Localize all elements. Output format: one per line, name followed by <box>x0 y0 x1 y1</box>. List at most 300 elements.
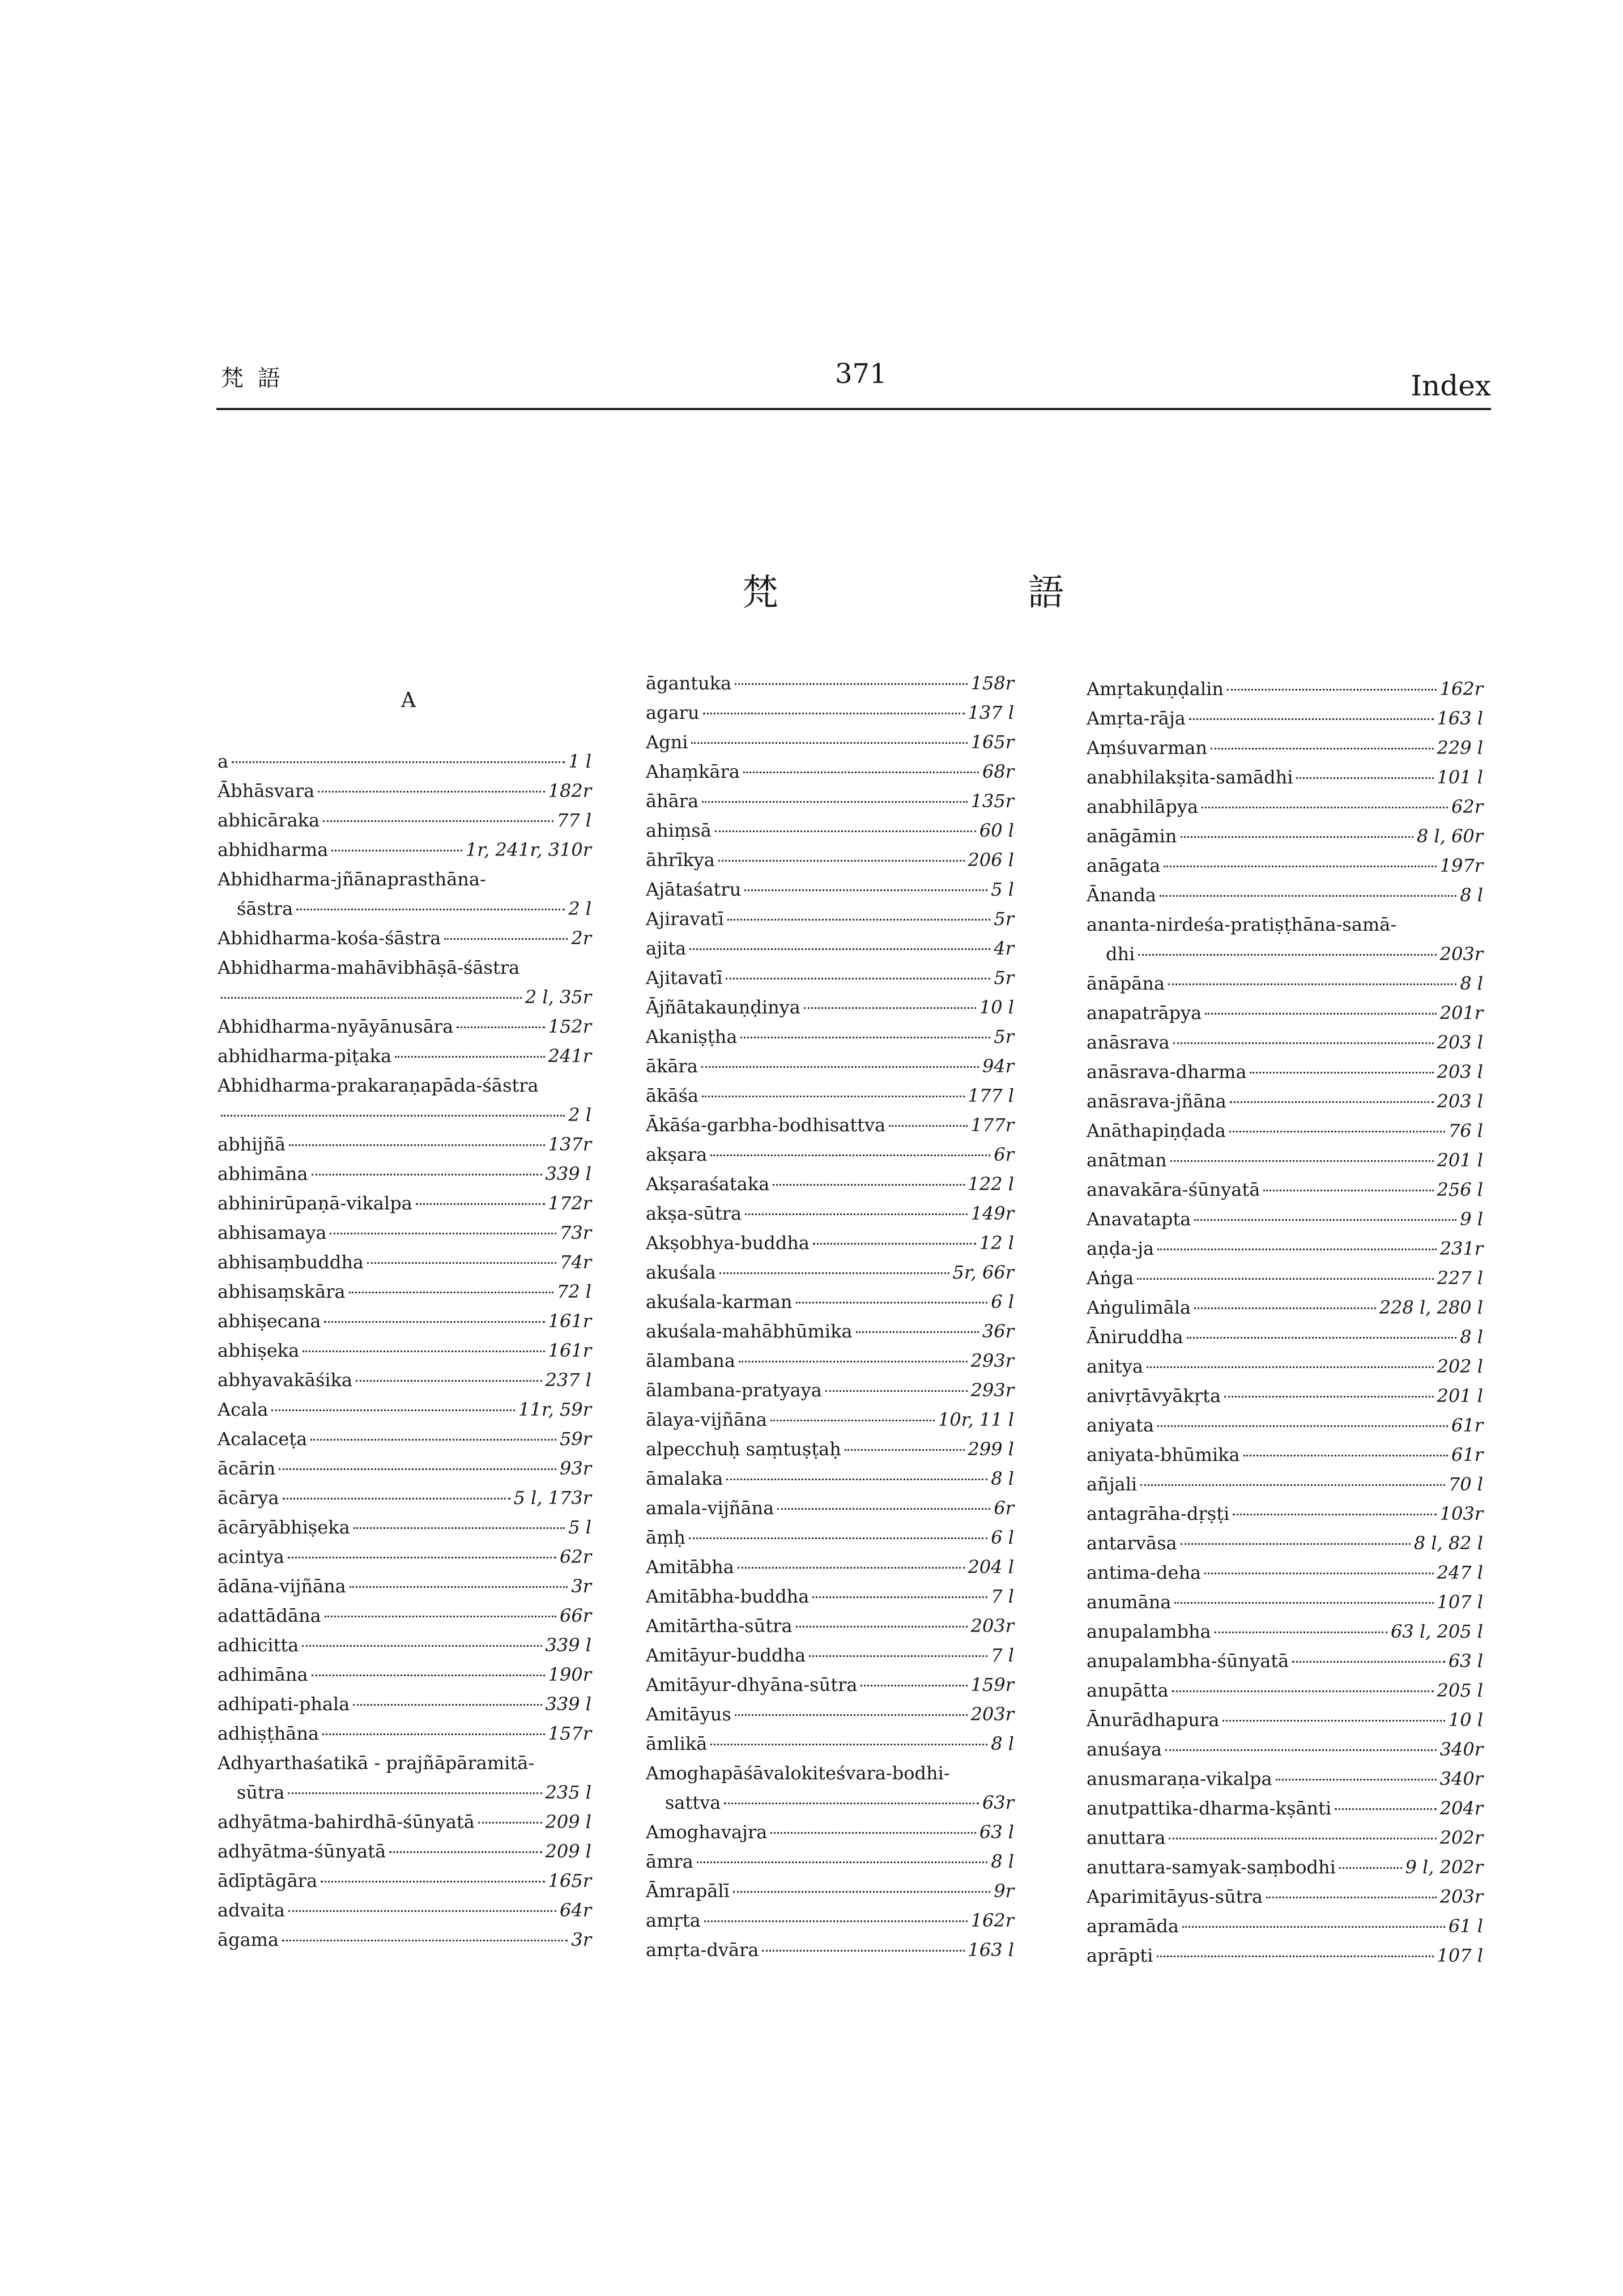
index-entry <box>218 1807 591 1837</box>
index-entry <box>1087 1175 1483 1204</box>
dot-leader <box>733 1891 990 1893</box>
index-entry <box>1087 851 1483 880</box>
page-reference: 2r <box>571 927 591 949</box>
index-entry <box>646 1582 1014 1611</box>
page-reference: 1r, 241r, 310r <box>465 839 591 861</box>
dot-leader <box>704 1920 968 1922</box>
index-term: amala-vijñāna <box>646 1497 774 1519</box>
index-term: Amoghavajra <box>646 1821 768 1843</box>
page-reference: 158r <box>970 672 1014 694</box>
page-reference: 299 l <box>968 1438 1014 1460</box>
dot-leader <box>271 1409 515 1411</box>
index-term: Aṅgulimāla <box>1087 1297 1191 1318</box>
index-term: abhyavakāśika <box>218 1369 353 1391</box>
page-reference: 6 l <box>991 1291 1014 1313</box>
page-reference: 10 l <box>1448 1709 1483 1731</box>
index-term: adhipati-phala <box>218 1693 350 1715</box>
index-entry <box>1087 1676 1483 1705</box>
page-reference: 340r <box>1439 1739 1483 1760</box>
index-term: Ānanda <box>1087 884 1156 906</box>
index-term: anivṛtāvyākṛta <box>1087 1385 1221 1407</box>
index-entry <box>646 786 1014 816</box>
index-entry <box>218 1866 591 1895</box>
index-term: Amitābha-buddha <box>646 1586 810 1607</box>
page-reference: 63r <box>982 1792 1014 1813</box>
dot-leader <box>288 1557 556 1558</box>
index-term: anabhilāpya <box>1087 796 1199 817</box>
index-entry <box>218 1454 591 1483</box>
index-entry <box>218 1041 591 1071</box>
dot-leader <box>770 1420 935 1421</box>
index-term: a <box>218 751 229 772</box>
dot-leader <box>1138 954 1436 956</box>
index-entry <box>218 1660 591 1689</box>
page-reference: 1 l <box>568 751 591 772</box>
dot-leader <box>724 1803 979 1804</box>
dot-leader <box>1187 1337 1457 1339</box>
dot-leader <box>457 1026 544 1028</box>
index-term: anāsrava-jñāna <box>1087 1091 1226 1112</box>
dot-leader <box>770 1832 976 1834</box>
index-entry <box>218 1837 591 1866</box>
dot-leader <box>703 713 965 714</box>
index-term: Ajitavatī <box>646 967 723 989</box>
dot-leader <box>1157 1956 1434 1957</box>
page-reference: 8 l <box>991 1733 1014 1754</box>
index-entry-continued: Amoghapāśāvalokiteśvara-bodhi- <box>646 1762 950 1784</box>
index-entry <box>1087 1116 1483 1145</box>
index-entry <box>218 1189 591 1218</box>
page-reference: 163 l <box>1437 708 1483 729</box>
index-term: Ājñātakauṇḍinya <box>646 996 800 1018</box>
page-reference: 247 l <box>1437 1562 1483 1583</box>
index-entry <box>1087 939 1483 969</box>
page-reference: 162r <box>970 1910 1014 1931</box>
index-term: anavakāra-śūnyatā <box>1087 1179 1260 1200</box>
index-entry <box>1087 763 1483 792</box>
index-term: ānāpāna <box>1087 973 1165 994</box>
index-entry <box>1087 1587 1483 1617</box>
index-entry <box>1087 1882 1483 1911</box>
page-reference: 190r <box>548 1664 591 1685</box>
index-term: abhisaṃskāra <box>218 1281 346 1302</box>
page-reference: 241r <box>548 1045 591 1067</box>
index-term: Anāthapiṇḍada <box>1087 1120 1226 1141</box>
index-entry <box>646 1287 1014 1317</box>
index-term: ajita <box>646 938 687 959</box>
index-term: ahiṃsā <box>646 820 712 841</box>
index-column-2 <box>646 668 1014 1965</box>
dot-leader <box>416 1203 545 1205</box>
page-reference: 203 l <box>1437 1032 1483 1053</box>
index-term: akuśala-mahābhūmika <box>646 1320 853 1342</box>
index-entry <box>646 845 1014 875</box>
index-term: adhyātma-bahirdhā-śūnyatā <box>218 1811 475 1833</box>
index-entry <box>218 1365 591 1395</box>
index-entry <box>646 816 1014 845</box>
page-reference: 149r <box>970 1203 1014 1224</box>
page-reference: 202 l <box>1437 1356 1483 1377</box>
dot-leader <box>718 860 965 862</box>
page-reference: 11r, 59r <box>518 1399 591 1420</box>
index-entry <box>646 1346 1014 1375</box>
index-term: abhiṣecana <box>218 1310 321 1332</box>
dot-leader <box>777 1508 990 1510</box>
dot-leader <box>1296 777 1433 779</box>
page-reference: 339 l <box>545 1634 591 1656</box>
page-reference: 7 l <box>991 1586 1014 1607</box>
page-reference: 205 l <box>1437 1680 1483 1701</box>
page-reference: 201 l <box>1437 1385 1483 1407</box>
page-reference: 204r <box>1439 1797 1483 1819</box>
index-entry <box>646 1935 1014 1965</box>
page-reference: 63 l, 205 l <box>1391 1621 1483 1642</box>
page-reference: 152r <box>548 1016 591 1037</box>
dot-leader <box>735 683 967 685</box>
index-entry <box>646 668 1014 698</box>
index-column-3 <box>1087 674 1483 1970</box>
section-title: 梵 語 <box>742 572 1183 614</box>
index-term: ālambana-pratyaya <box>646 1379 822 1401</box>
page-reference: 177 l <box>968 1085 1014 1106</box>
index-term: Amitāyus <box>646 1703 731 1725</box>
index-term: anupalambha-śūnyatā <box>1087 1650 1289 1672</box>
index-entry <box>646 1523 1014 1552</box>
page-reference: 10r, 11 l <box>938 1409 1014 1430</box>
dot-leader <box>1224 1396 1433 1398</box>
page-reference: 137 l <box>968 702 1014 723</box>
index-term: ādīptāgāra <box>218 1870 318 1892</box>
dot-leader <box>1229 1131 1445 1132</box>
page-reference: 8 l <box>991 1468 1014 1489</box>
index-term: Ajiravatī <box>646 908 724 930</box>
index-term: ādāna-vijñāna <box>218 1575 346 1597</box>
index-term: anāgāmin <box>1087 825 1177 847</box>
dot-leader <box>739 1361 968 1362</box>
page-reference: 339 l <box>545 1693 591 1715</box>
dot-leader <box>1189 718 1434 720</box>
index-entry <box>1087 1204 1483 1234</box>
dot-leader <box>1202 807 1448 808</box>
index-entry <box>646 904 1014 934</box>
index-entry <box>1087 1263 1483 1293</box>
index-term: āhrīkya <box>646 849 715 871</box>
page-reference: 76 l <box>1448 1120 1483 1141</box>
dot-leader <box>395 1056 544 1058</box>
header-right-title: Index <box>1411 369 1491 402</box>
index-term: Āmrapālī <box>646 1880 730 1902</box>
index-term: Abhidharma-kośa-śāstra <box>218 927 441 949</box>
page-reference: 227 l <box>1437 1267 1483 1289</box>
page-reference: 9 l, 202r <box>1405 1856 1483 1878</box>
page-reference: 8 l <box>991 1851 1014 1872</box>
page-reference: 204 l <box>968 1556 1014 1578</box>
index-term: anāsrava <box>1087 1032 1170 1053</box>
index-term: Ajātaśatru <box>646 879 742 900</box>
index-term: agaru <box>646 702 700 723</box>
index-term: anupalambha <box>1087 1621 1211 1642</box>
index-entry <box>1087 1764 1483 1794</box>
index-entry <box>646 1641 1014 1670</box>
index-entry <box>218 1100 591 1130</box>
dot-leader <box>689 1537 987 1539</box>
dot-leader <box>303 1351 544 1352</box>
page-reference: 63 l <box>1448 1650 1483 1672</box>
index-entry <box>218 806 591 835</box>
index-term: ācāryābhiṣeka <box>218 1517 350 1538</box>
dot-leader <box>1169 1838 1436 1839</box>
page-reference: 72 l <box>556 1281 591 1302</box>
index-entry <box>218 1218 591 1247</box>
page-header <box>216 351 1491 414</box>
page-reference: 340r <box>1439 1768 1483 1790</box>
page-reference: 60 l <box>979 820 1014 841</box>
index-entry <box>1087 821 1483 851</box>
index-entry <box>218 1689 591 1719</box>
index-entry <box>218 1159 591 1189</box>
index-entry <box>1087 1411 1483 1440</box>
dot-leader <box>710 1744 987 1745</box>
index-term: adattādāna <box>218 1605 321 1626</box>
dot-leader <box>322 1733 545 1735</box>
index-term: akṣa-sūtra <box>646 1203 742 1224</box>
index-term: Ahaṃkāra <box>646 761 740 782</box>
index-entry <box>1087 1499 1483 1528</box>
dot-leader <box>350 1586 568 1588</box>
index-entry <box>646 1817 1014 1847</box>
index-entry <box>646 1140 1014 1169</box>
dot-leader <box>1137 1278 1433 1280</box>
index-entry <box>218 894 591 923</box>
dot-leader <box>1140 1484 1445 1486</box>
page-reference: 12 l <box>979 1232 1014 1254</box>
index-entry <box>218 1778 591 1807</box>
index-entry <box>646 727 1014 757</box>
index-entry <box>646 963 1014 992</box>
dot-leader <box>1204 1573 1433 1574</box>
dot-leader <box>1211 748 1434 749</box>
index-term: anāsrava-dharma <box>1087 1061 1247 1083</box>
index-entry <box>646 1611 1014 1641</box>
index-term: ācārya <box>218 1487 279 1509</box>
index-entry <box>646 757 1014 786</box>
index-entry <box>218 1542 591 1571</box>
dot-leader <box>689 948 990 950</box>
dot-leader <box>1263 1190 1433 1191</box>
index-term: Amitāyur-dhyāna-sūtra <box>646 1674 858 1696</box>
index-entry <box>646 1699 1014 1729</box>
index-entry <box>218 1277 591 1306</box>
index-entry <box>1087 1352 1483 1381</box>
index-term: Abhidharma-nyāyānusāra <box>218 1016 454 1037</box>
dot-leader <box>1266 1897 1437 1898</box>
dot-leader <box>1205 1013 1436 1015</box>
dot-leader <box>1147 1366 1434 1368</box>
dot-leader <box>726 1479 987 1480</box>
dot-leader <box>740 1037 990 1038</box>
dot-leader <box>1181 836 1413 838</box>
page-reference: 165r <box>548 1870 591 1892</box>
index-entry <box>218 1513 591 1542</box>
dot-leader <box>710 1155 990 1156</box>
page-reference: 62r <box>559 1546 591 1567</box>
index-entry <box>646 1081 1014 1110</box>
index-entry <box>1087 1735 1483 1764</box>
index-entry <box>1087 733 1483 763</box>
index-term: advaita <box>218 1899 285 1921</box>
dot-leader <box>324 1321 544 1323</box>
index-term: anusmaraṇa-vikalpa <box>1087 1768 1272 1790</box>
index-term: adhiṣṭhāna <box>218 1723 320 1744</box>
index-term: āgantuka <box>646 672 732 694</box>
index-term: abhinirūpaṇā-vikalpa <box>218 1192 412 1214</box>
page-reference: 162r <box>1439 678 1483 700</box>
dot-leader <box>1164 866 1436 867</box>
index-term: abhisaṃbuddha <box>218 1251 364 1273</box>
dot-leader <box>221 997 522 999</box>
index-term: amṛta-dvāra <box>646 1939 759 1961</box>
page-reference: 9r <box>994 1880 1014 1902</box>
dot-leader <box>702 1096 964 1097</box>
page-reference: 68r <box>982 761 1014 782</box>
dot-leader <box>1222 1720 1445 1722</box>
page-reference: 8 l, 60r <box>1416 825 1483 847</box>
index-term: abhiṣeka <box>218 1340 300 1361</box>
dot-leader <box>331 850 462 851</box>
page-reference: 137r <box>548 1134 591 1155</box>
index-term: antagrāha-dṛṣṭi <box>1087 1503 1230 1524</box>
page-reference: 2 l <box>568 1104 591 1126</box>
dot-leader <box>804 1007 976 1009</box>
page-reference: 9 l <box>1460 1208 1483 1230</box>
index-entry <box>218 1601 591 1630</box>
page-reference: 172r <box>548 1192 591 1214</box>
dot-leader <box>232 761 565 763</box>
index-entry <box>646 1788 1014 1817</box>
dot-leader <box>1157 1249 1437 1250</box>
index-entry <box>646 1876 1014 1906</box>
page-reference: 101 l <box>1437 766 1483 788</box>
page-reference: 256 l <box>1437 1179 1483 1200</box>
page-reference: 293r <box>970 1350 1014 1371</box>
dot-leader <box>889 1125 967 1127</box>
dot-leader <box>349 1292 553 1293</box>
page-reference: 64r <box>559 1899 591 1921</box>
dot-leader <box>323 820 553 822</box>
index-column-1 <box>218 747 591 1954</box>
page-reference: 103r <box>1439 1503 1483 1524</box>
index-term: aṇḍa-ja <box>1087 1238 1155 1259</box>
page-reference: 165r <box>970 731 1014 753</box>
dot-leader <box>738 1567 965 1569</box>
dot-leader <box>1174 1602 1433 1604</box>
dot-leader <box>1230 1101 1434 1103</box>
index-entry <box>218 1483 591 1513</box>
index-term: Anavatapta <box>1087 1208 1191 1230</box>
index-term: aniyata-bhūmika <box>1087 1444 1240 1466</box>
index-term: Ānurādhapura <box>1087 1709 1220 1731</box>
dot-leader <box>1165 1749 1437 1751</box>
dot-leader <box>353 1704 542 1706</box>
index-term: Acalaceṭa <box>218 1428 308 1450</box>
index-term: Akṣaraśataka <box>646 1173 770 1195</box>
index-term: ālambana <box>646 1350 735 1371</box>
page-reference: 201r <box>1439 1002 1483 1024</box>
page-reference: 6 l <box>991 1527 1014 1548</box>
index-term: adhicitta <box>218 1634 299 1656</box>
page-reference: 3r <box>571 1929 591 1950</box>
index-entry <box>1087 1941 1483 1970</box>
page-reference: 135r <box>970 790 1014 812</box>
page-reference: 107 l <box>1437 1945 1483 1966</box>
page-reference: 2 l, 35r <box>525 986 591 1008</box>
index-entry-continued: ananta-nirdeśa-pratiṣṭhāna-samā- <box>1087 914 1397 935</box>
index-term: Aṅga <box>1087 1267 1134 1289</box>
index-entry <box>1087 1528 1483 1558</box>
dot-leader <box>310 1439 556 1441</box>
index-term: Agni <box>646 731 688 753</box>
page-reference: 59r <box>559 1428 591 1450</box>
index-term: anutpattika-dharma-kṣānti <box>1087 1797 1332 1819</box>
dot-leader <box>1194 1219 1456 1221</box>
dot-leader <box>825 1390 968 1392</box>
dot-leader <box>289 1144 545 1146</box>
index-entry <box>646 698 1014 727</box>
page-reference: 177r <box>970 1114 1014 1136</box>
index-entry <box>218 1571 591 1601</box>
index-entry <box>646 1051 1014 1081</box>
index-entry <box>218 1247 591 1277</box>
index-term: adhyātma-śūnyatā <box>218 1841 386 1862</box>
dot-leader <box>283 1498 510 1500</box>
index-entry <box>218 1925 591 1954</box>
index-term: āṃḥ <box>646 1527 686 1548</box>
index-term: akuśala <box>646 1262 716 1283</box>
index-term: Aparimitāyus-sūtra <box>1087 1886 1263 1907</box>
index-term: abhicāraka <box>218 810 320 831</box>
index-term: antima-deha <box>1087 1562 1202 1583</box>
dot-leader <box>444 938 568 940</box>
page-reference: 5r <box>994 1026 1014 1047</box>
dot-leader <box>812 1596 987 1598</box>
index-term: anāgata <box>1087 855 1161 876</box>
dot-leader <box>743 772 979 773</box>
page-reference: 203r <box>1439 943 1483 965</box>
dot-leader <box>861 1685 967 1686</box>
dot-leader <box>745 1213 968 1215</box>
index-entry <box>1087 792 1483 821</box>
page-reference: 161r <box>548 1340 591 1361</box>
page-reference: 201 l <box>1437 1149 1483 1171</box>
index-entry <box>218 1336 591 1365</box>
index-term: abhisamaya <box>218 1222 327 1243</box>
page-reference: 4r <box>994 938 1014 959</box>
index-term: anitya <box>1087 1356 1143 1377</box>
dot-leader <box>1194 1307 1376 1309</box>
index-entry <box>646 1405 1014 1434</box>
dot-leader <box>1227 689 1437 691</box>
dot-leader <box>1170 1160 1434 1162</box>
index-entry <box>1087 1852 1483 1882</box>
index-term: ālaya-vijñāna <box>646 1409 767 1430</box>
dot-leader <box>701 1066 979 1068</box>
dot-leader <box>321 1881 544 1882</box>
index-term: akṣara <box>646 1144 708 1165</box>
dot-leader <box>282 1940 568 1941</box>
page-reference: 94r <box>982 1055 1014 1077</box>
page-reference: 93r <box>559 1458 591 1479</box>
index-entry <box>1087 1558 1483 1587</box>
